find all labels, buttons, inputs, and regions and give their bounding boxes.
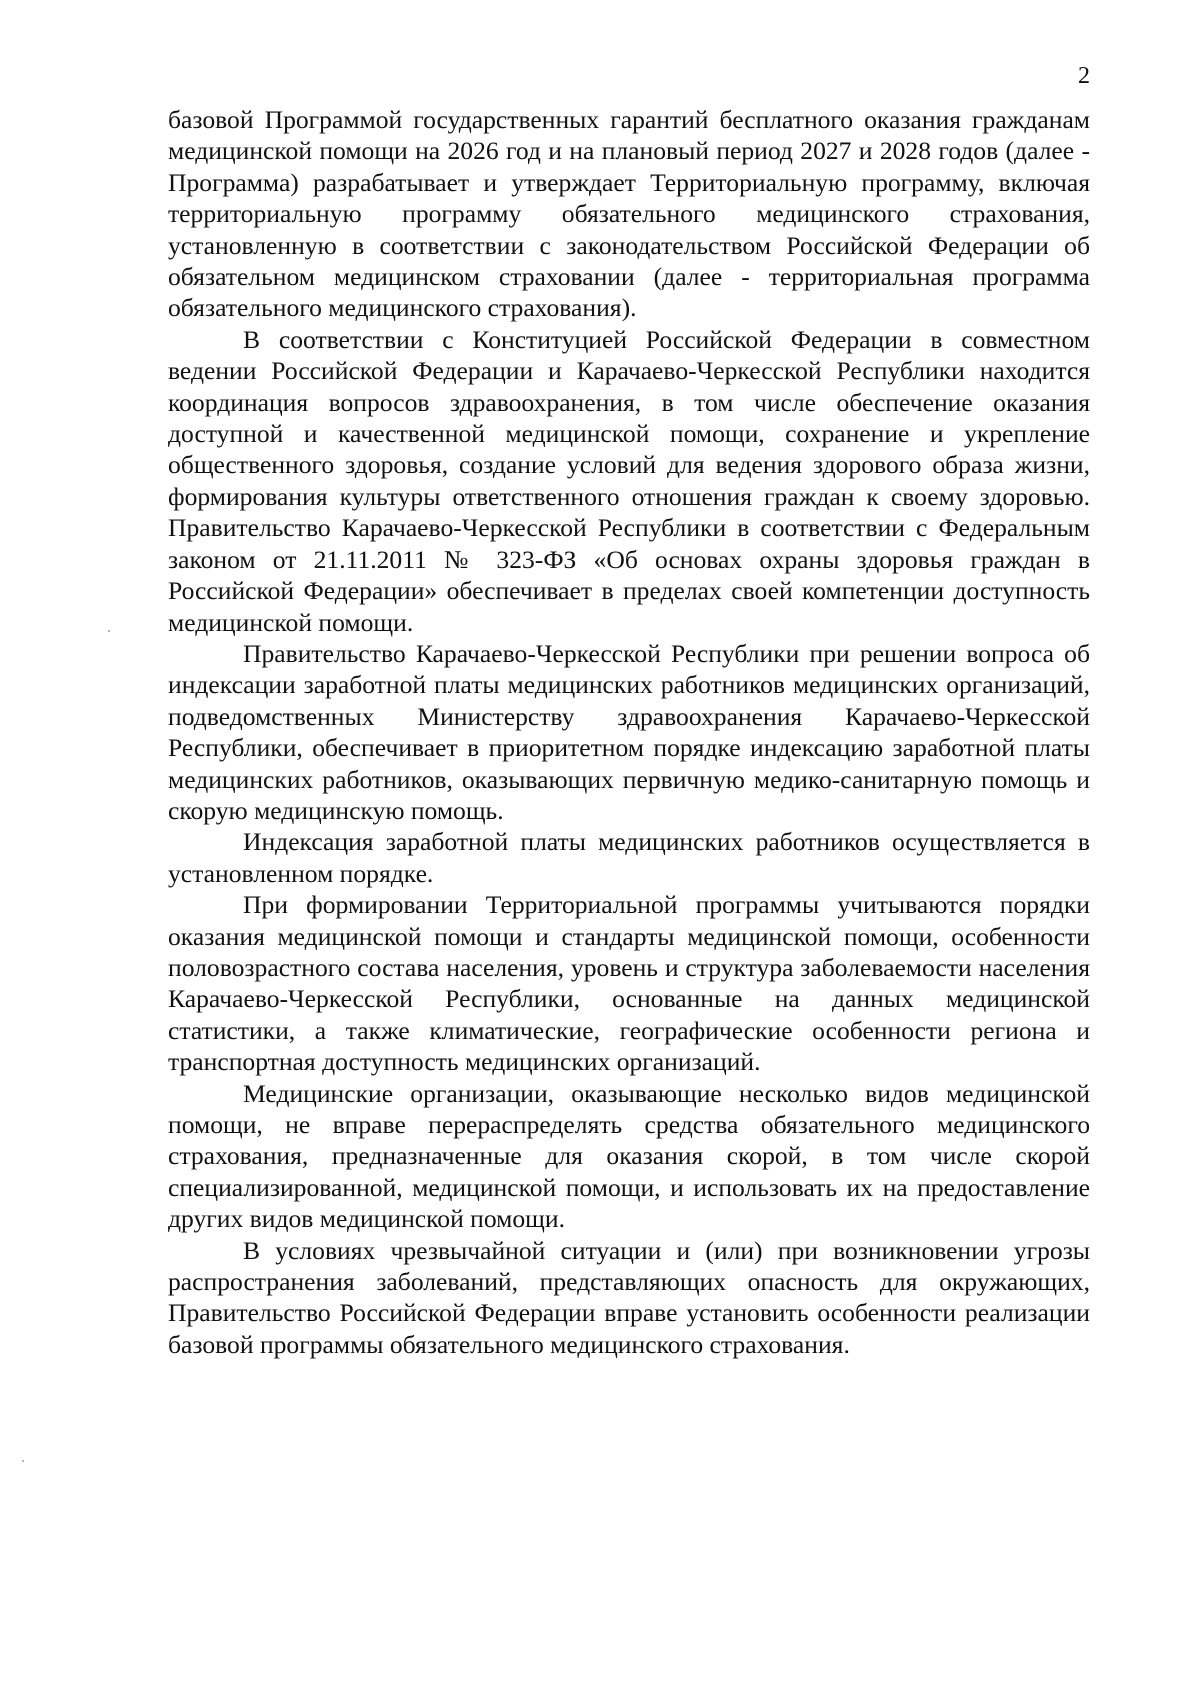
scan-speck [22, 1460, 24, 1462]
paragraph-emergency: В условиях чрезвычайной ситуации и (или) при возникновении угрозы распространения заболеваний, представляющих опасность для окружающих, Правительство Российской Федерации вправе установить особенности реализации базовой программы обязательного медицинского страхования. [168, 1235, 1090, 1359]
paragraph-salary-indexation-order: Индексация заработной платы медицинских работников осуществляется в установленном порядке. [168, 827, 1090, 888]
paragraph-continuation: базовой Программой государственных гарантий бесплатного оказания гражданам медицинской помощи на 2026 год и на плановый период 2027 и 2028 годов (далее - Программа) разрабатывает и утверждает Территориальную программу, включая территориальную программу обязательного медицинского страхования, установленную в соответствии с законодательством Российской Федерации об обязательном медицинском страховании (далее - территориальная программа обязательного медицинского страхования). [168, 105, 1090, 323]
paragraph-constitution: В соответствии с Конституцией Российской Федерации в совместном ведении Российской Федерации и Карачаево-Черкесской Республики находится координация вопросов здравоохранения, в том числе обеспечение оказания доступной и качественной медицинской помощи, сохранение и укрепление общественного здоровья, создание условий для ведения здорового образа жизни, формирования культуры ответственного отношения граждан к своему здоровью. Правительство Карачаево-Черкесской Республики в соответствии с Федеральным законом от 21.11.2011 № 323-ФЗ «Об основах охраны здоровья граждан в Российской Федерации» обеспечивает в пределах своей компетенции доступность медицинской помощи. [168, 324, 1090, 637]
paragraph-program-formation: При формировании Территориальной программы учитываются порядки оказания медицинской помощи и стандарты медицинской помощи, особенности половозрастного состава населения, уровень и структура заболеваемости населения Карачаево-Черкесской Республики, основанные на данных медицинской статистики, а также климатические, географические особенности региона и транспортная доступность медицинских организаций. [168, 890, 1090, 1077]
paragraph-salary-indexation-priority: Правительство Карачаево-Черкесской Республики при решении вопроса об индексации заработной платы медицинских работников медицинских организаций, подведомственных Министерству здравоохранения Карачаево-Черкесской Республики, обеспечивает в приоритетном порядке индексацию заработной платы медицинских работников, оказывающих первичную медико-санитарную помощь и скорую медицинскую помощь. [168, 638, 1090, 825]
page-number: 2 [1078, 63, 1090, 89]
scan-speck [108, 630, 110, 632]
paragraph-funds-redistribution: Медицинские организации, оказывающие несколько видов медицинской помощи, не вправе перераспределять средства обязательного медицинского страхования, предназначенные для оказания скорой, в том числе скорой специализированной, медицинской помощи, и использовать их на предоставление других видов медицинской помощи. [168, 1078, 1090, 1234]
document-body [168, 104, 1090, 1360]
